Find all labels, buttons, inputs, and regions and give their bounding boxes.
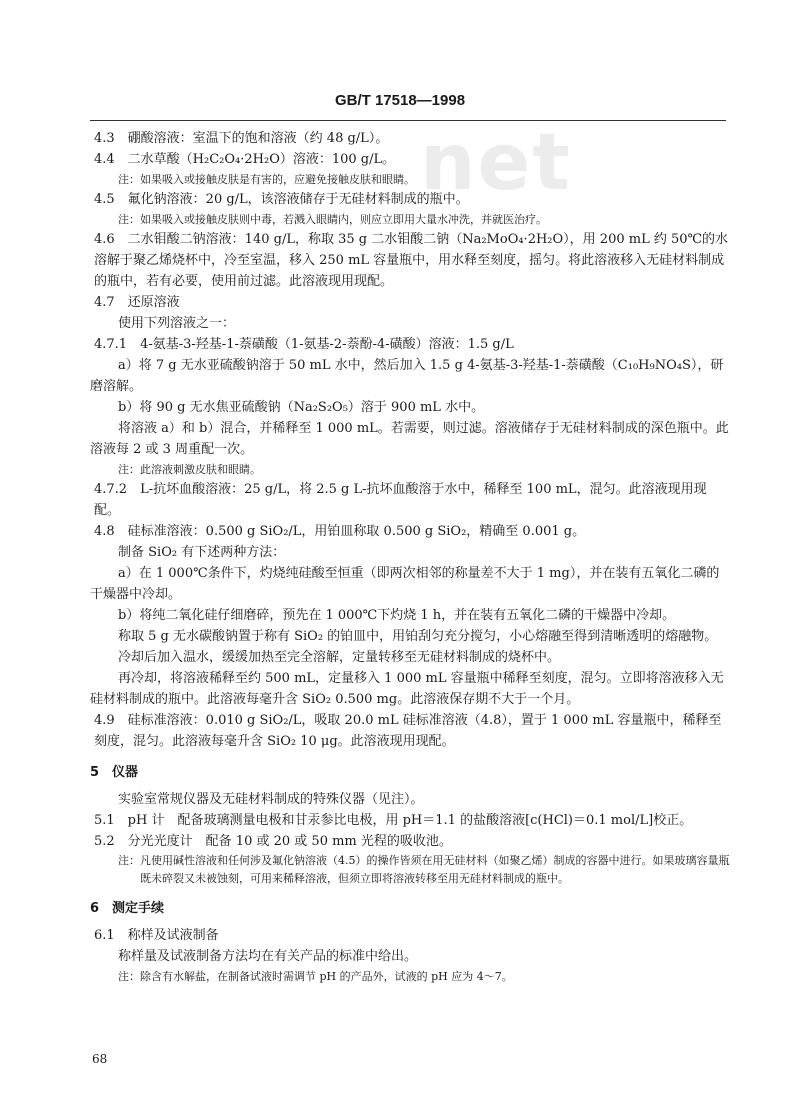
- item-4-9: 4.9 硅标准溶液：0.010 g SiO₂/L，吸取 20.0 mL 硅标准溶液（4.8），置于 1 000 mL 容量瓶中，稀释至刻度，混匀。此溶液每毫升含 SiO₂ 10 μg。此溶液现用现配。: [94, 713, 722, 749]
- item-4-3: 4.3 硼酸溶液：室温下的饱和溶液（约 48 g/L）。: [94, 131, 389, 146]
- item-4-5: 4.5 氟化钠溶液：20 g/L，该溶液储存于无硅材料制成的瓶中。: [94, 192, 469, 207]
- section-6-heading: 6 测定手续: [90, 901, 165, 916]
- note-5: 注：凡使用碱性溶液和任何涉及氟化钠溶液（4.5）的操作皆须在用无硅材料（如聚乙烯）制成的容器中进行。如果玻璃容量瓶既未碎裂又未被蚀刻，可用来稀释溶液，但须立即将溶液转移至用无硅材料制成的瓶中。: [118, 854, 730, 885]
- item-4-8-weigh: 称取 5 g 无水碳酸钠置于称有 SiO₂ 的铂皿中，用铂刮匀充分搅匀，小心熔融至得到清晰透明的熔融物。: [118, 629, 718, 644]
- item-4-7-1: 4.7.1 4-氨基-3-羟基-1-萘磺酸（1-氨基-2-萘酚-4-磺酸）溶液：1.5 g/L: [94, 337, 514, 352]
- note-4-5: 注：如果吸入或接触皮肤则中毒，若溅入眼睛内，则应立即用大量水冲洗，并就医治疗。: [118, 213, 547, 226]
- item-5-intro: 实验室常规仪器及无硅材料制成的特殊仪器（见注）。: [118, 792, 424, 807]
- item-4-6: 4.6 二水钼酸二钠溶液：140 g/L，称取 35 g 二水钼酸二钠（Na₂MoO₄·2H₂O），用 200 mL 约 50℃的水溶解于聚乙烯烧杯中，冷至室温，移入 250 mL 容量瓶中，用水释至刻度，摇匀。将此溶液移入无硅材料制成的瓶中，若有必要，使用前过滤。此溶液现用现配。: [94, 232, 729, 289]
- item-4-7-1-mix: 将溶液 a）和 b）混合，并稀释至 1 000 mL。若需要，则过滤。溶液储存于无硅材料制成的深色瓶中。此溶液每 2 或 3 周重配一次。: [90, 421, 729, 457]
- item-4-8-cool: 冷却后加入温水，缓缓加热至完全溶解，定量转移至无硅材料制成的烧杯中。: [118, 650, 561, 665]
- item-4-8-a: a）在 1 000℃条件下，灼烧纯硅酸至恒重（即两次相邻的称量差不大于 1 mg），并在装有五氧化二磷的干燥器中冷却。: [90, 566, 720, 602]
- item-5-1: 5.1 pH 计 配备玻璃测量电极和甘汞参比电极，用 pH＝1.1 的盐酸溶液[c(HCl)＝0.1 mol/L]校正。: [94, 813, 693, 828]
- item-5-2: 5.2 分光光度计 配备 10 或 20 或 50 mm 光程的吸收池。: [94, 834, 452, 849]
- note-6-1: 注：除含有水解盐，在制备试液时需调节 pH 的产品外，试液的 pH 应为 4～7。: [118, 970, 513, 983]
- note-4-7-1: 注：此溶液刺激皮肤和眼睛。: [118, 463, 261, 476]
- item-4-4: 4.4 二水草酸（H₂C₂O₄·2H₂O）溶液：100 g/L。: [94, 152, 396, 167]
- header-rule: [90, 120, 726, 121]
- item-4-8-b: b）将纯二氧化硅仔细磨碎，预先在 1 000℃下灼烧 1 h，并在装有五氧化二磷的干燥器中冷却。: [118, 608, 676, 623]
- item-4-7-2: 4.7.2 L-抗坏血酸溶液：25 g/L，将 2.5 g L-抗坏血酸溶于水中，稀释至 100 mL，混匀。此溶液现用现配。: [94, 482, 707, 518]
- item-4-7-intro: 使用下列溶液之一：: [118, 316, 236, 331]
- standard-code-header: GB/T 17518—1998: [334, 92, 466, 109]
- document-body: [90, 128, 730, 986]
- item-4-7-1-a: a）将 7 g 无水亚硫酸钠溶于 50 mL 水中，然后加入 1.5 g 4-氨基-3-羟基-1-萘磺酸（C₁₀H₉NO₄S），研磨溶解。: [90, 358, 724, 394]
- item-4-7-1-b: b）将 90 g 无水焦亚硫酸钠（Na₂S₂O₅）溶于 900 mL 水中。: [118, 400, 485, 415]
- page-number: 68: [92, 1052, 108, 1066]
- section-5-heading: 5 仪器: [90, 765, 139, 780]
- item-4-8-methods: 制备 SiO₂ 有下述两种方法：: [118, 545, 286, 560]
- item-4-7: 4.7 还原溶液: [94, 295, 180, 310]
- watermark: net: [420, 118, 572, 208]
- item-6-1-text: 称样量及试液制备方法均在有关产品的标准中给出。: [118, 949, 418, 964]
- item-4-8-dilute: 再冷却，将溶液稀释至约 500 mL，定量移入 1 000 mL 容量瓶中稀释至刻度，混匀。立即将溶液移入无硅材料制成的瓶中。此溶液每毫升含 SiO₂ 0.500 mg。此溶液保存期不大于一个月。: [90, 671, 724, 707]
- note-4-4: 注：如果吸入或接触皮肤是有害的，应避免接触皮肤和眼睛。: [118, 173, 415, 186]
- item-6-1: 6.1 称样及试液制备: [94, 928, 219, 943]
- item-4-8: 4.8 硅标准溶液：0.500 g SiO₂/L，用铂皿称取 0.500 g SiO₂，精确至 0.001 g。: [94, 524, 586, 539]
